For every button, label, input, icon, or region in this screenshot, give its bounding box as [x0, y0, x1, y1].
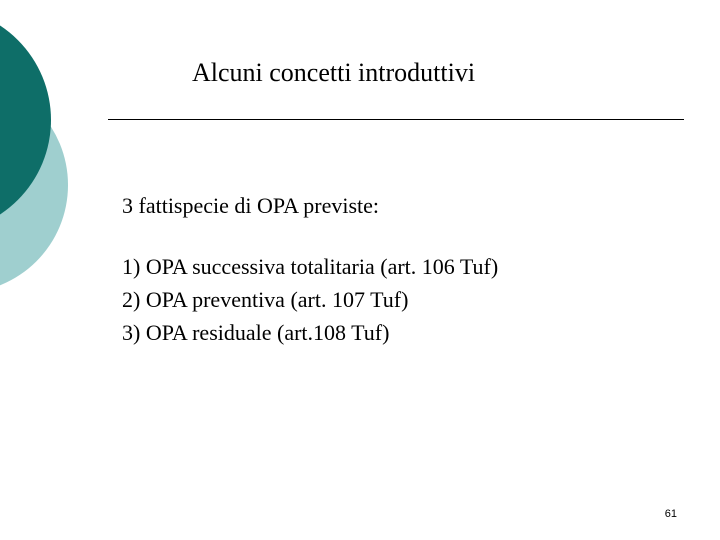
slide-body	[122, 189, 498, 349]
list-item: 2) OPA preventiva (art. 107 Tuf)	[122, 287, 409, 312]
decorative-circles	[0, 0, 80, 300]
intro-text: 3 fattispecie di OPA previste:	[122, 193, 380, 218]
opa-list	[122, 250, 498, 349]
title-divider	[108, 119, 684, 120]
slide-title: Alcuni concetti introduttivi	[192, 58, 476, 87]
list-item: 1) OPA successiva totalitaria (art. 106 Tuf)	[122, 254, 499, 279]
slide-number: 61	[664, 508, 677, 520]
list-item: 3) OPA residuale (art.108 Tuf)	[122, 320, 390, 345]
